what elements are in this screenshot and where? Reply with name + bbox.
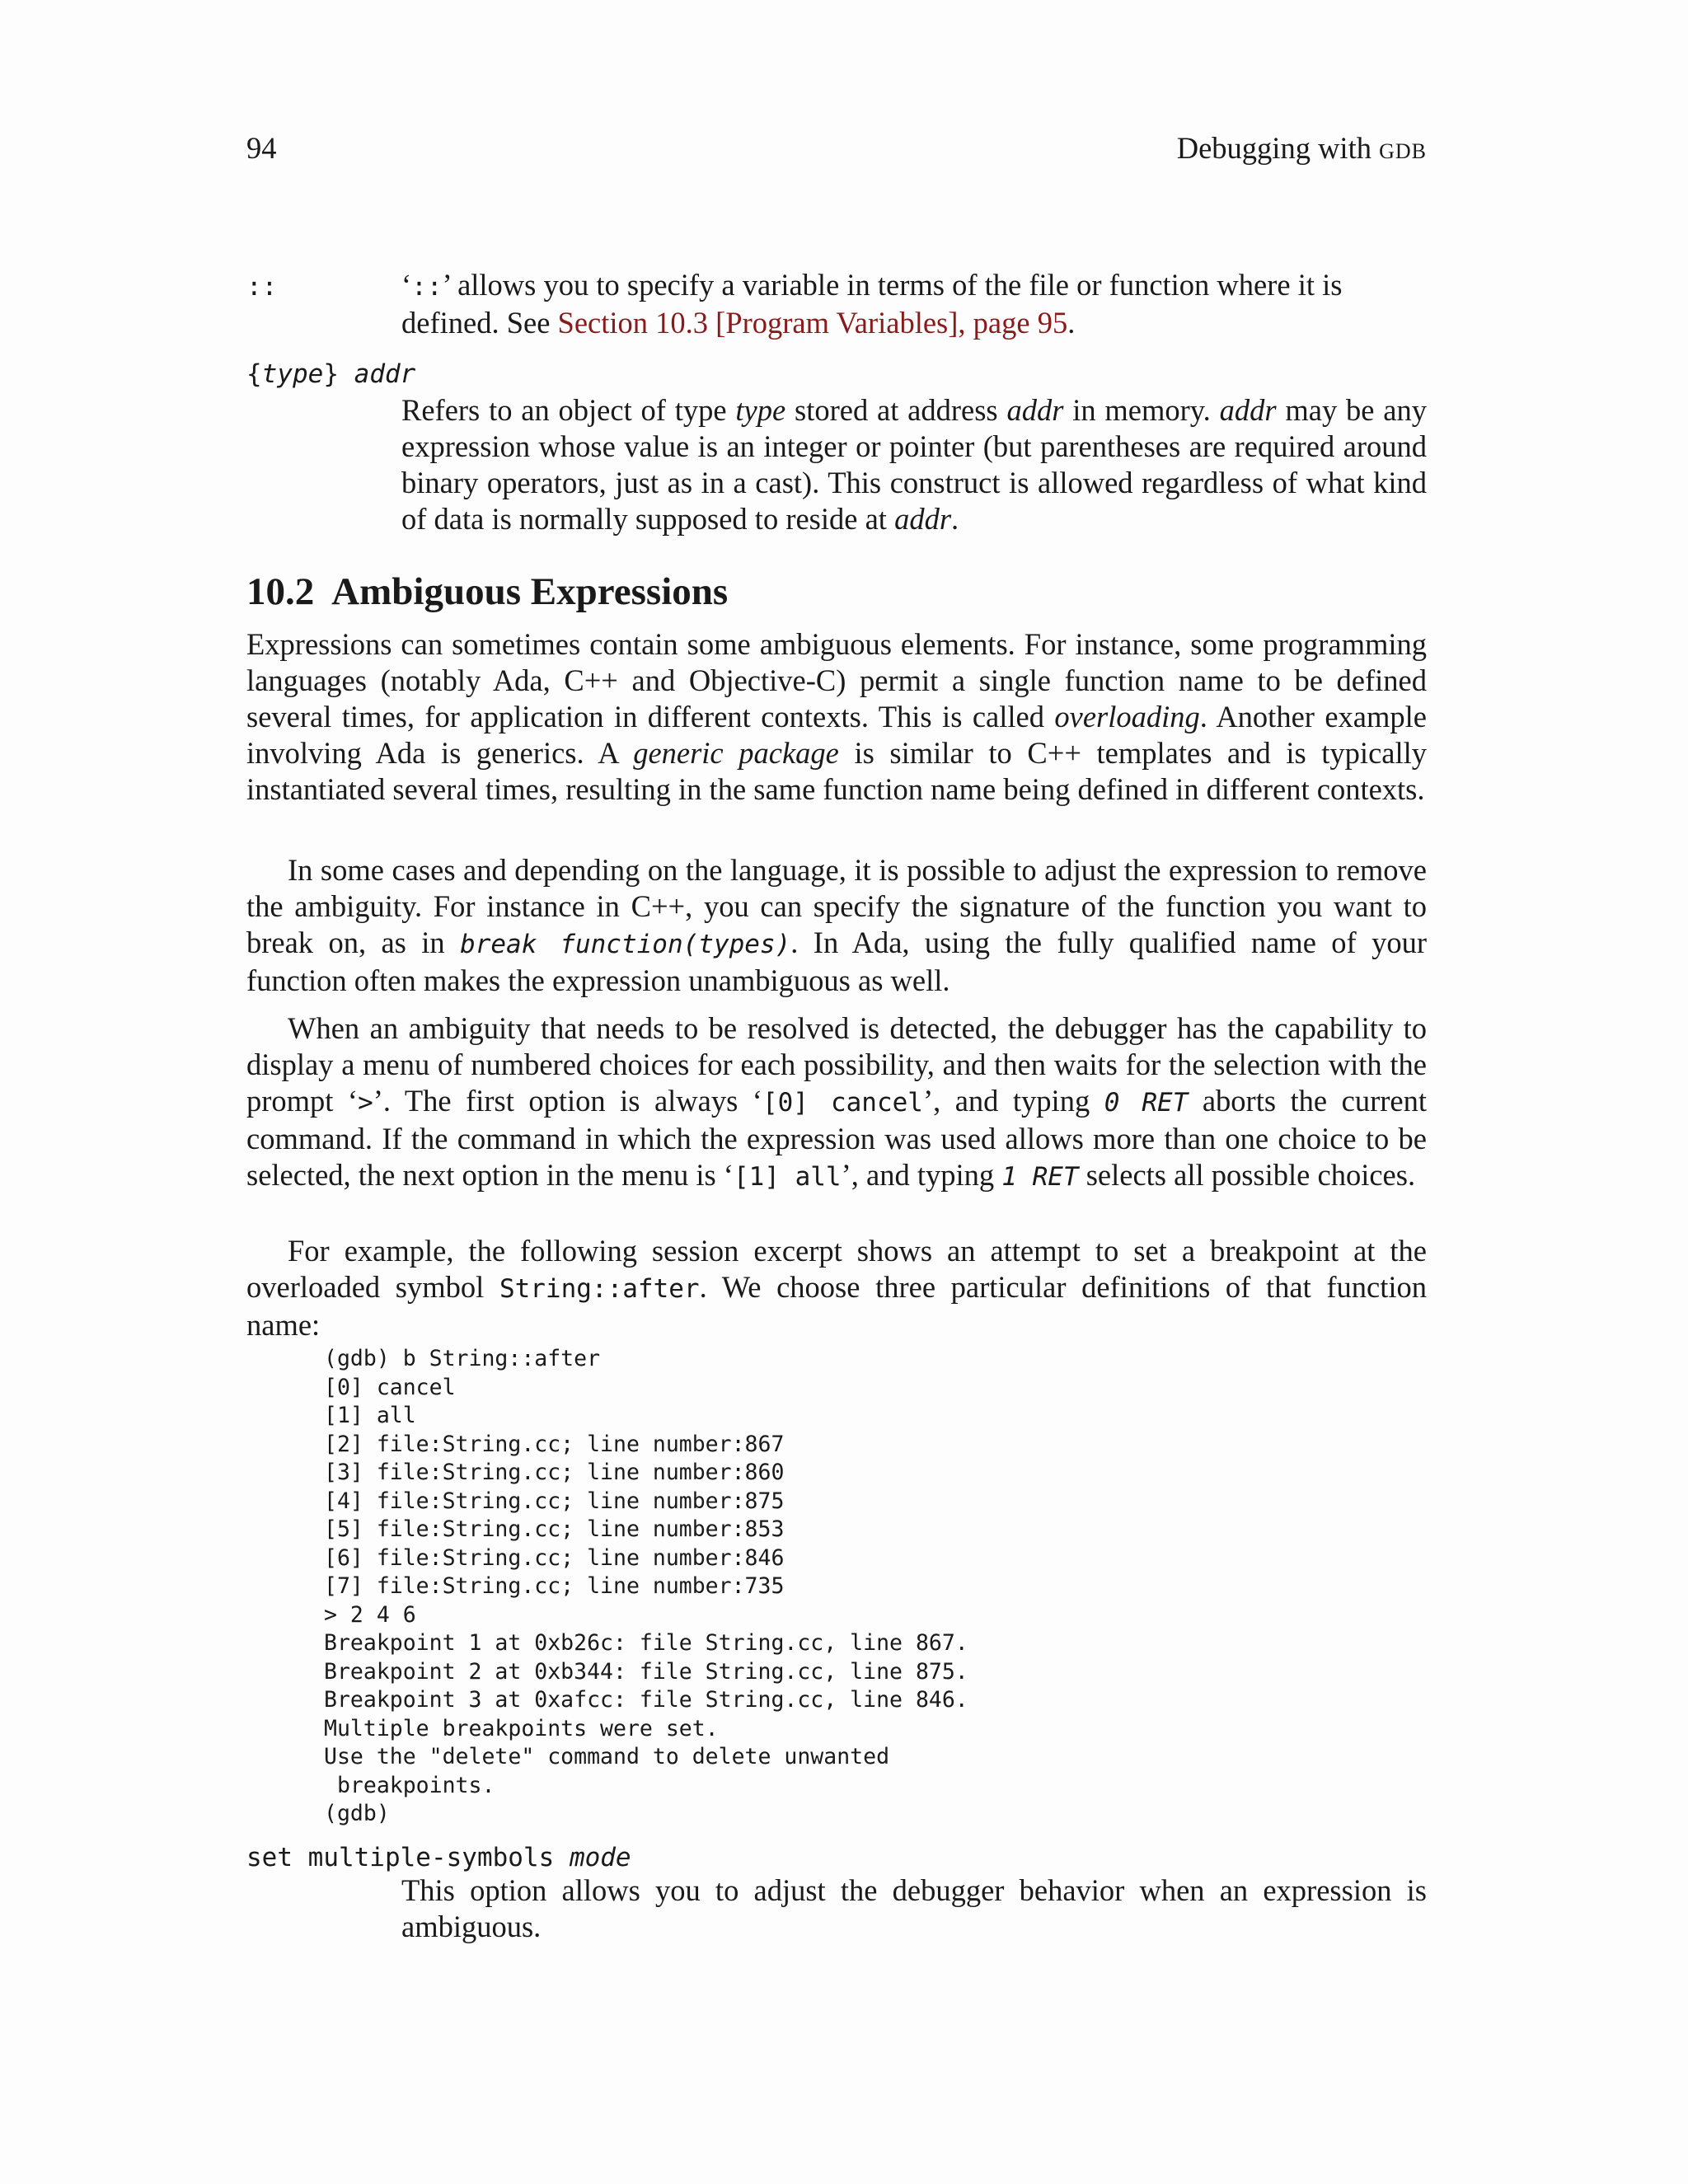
session-line: Multiple breakpoints were set.: [324, 1715, 719, 1741]
running-title-text: Debugging with: [1176, 131, 1380, 165]
paragraph-2: In some cases and depending on the language, it is possible to adjust the expression to remove the ambiguity. For instance in C++, you can specify the signature of the function you want to break on, as in break function(types). In Ada, using the fully qualified name of your function often makes the expression unambiguous as well.: [246, 853, 1428, 997]
scope-line-2: defined. See Section 10.3 [Program Variables], page 95.: [401, 306, 1076, 340]
page-number: 94: [246, 131, 277, 165]
session-line: breakpoints.: [324, 1772, 495, 1798]
session-line: (gdb) b String::after: [324, 1346, 601, 1371]
gdb-session-example: [324, 1345, 968, 1829]
deflist-term-set-multiple-symbols: set multiple-symbols mode: [246, 1843, 631, 1872]
scope-line-1: ‘::’ allows you to specify a variable in terms of the file or function where it is: [401, 268, 1343, 302]
session-line: Breakpoint 3 at 0xafcc: file String.cc, line 846.: [324, 1687, 968, 1713]
session-line: [0] cancel: [324, 1374, 456, 1400]
session-line: Breakpoint 2 at 0xb344: file String.cc, line 875.: [324, 1658, 968, 1685]
deflist-term-scope: ::: [246, 272, 278, 302]
session-line: [3] file:String.cc; line number:860: [324, 1460, 785, 1485]
deflist-desc-type-addr: Refers to an object of type type stored at address addr in memory. addr may be any expression whose value is an integer or pointer (but parentheses are required around binary operators, just as in a cast). This construct is allowed regardless of what kind of data is normally supposed to reside at addr.: [401, 393, 1428, 536]
session-line: [5] file:String.cc; line number:853: [324, 1516, 785, 1542]
deflist-term-type-addr: {type} addr: [246, 359, 416, 389]
running-title-gdb: gdb: [1379, 131, 1427, 165]
paragraph-4: For example, the following session excerpt shows an attempt to set a breakpoint at the overloaded symbol String::after. We choose three particular definitions of that function name:: [246, 1234, 1427, 1342]
session-line: Use the "delete" command to delete unwanted: [324, 1744, 890, 1769]
paragraph-1: Expressions can sometimes contain some ambiguous elements. For instance, some programming languages (notably Ada, C++ and Objective-C) permit a single function name to be defined several times, for application in different contexts. This is called overloading. Another example involving Ada is generics. A generic package is similar to C++ templates and is typically instantiated several times, resulting in the same function name being defined in different contexts.: [246, 627, 1427, 806]
session-line: Breakpoint 1 at 0xb26c: file String.cc, line 867.: [324, 1630, 968, 1656]
session-line: [4] file:String.cc; line number:875: [324, 1488, 785, 1514]
program-variables-link[interactable]: Section 10.3 [Program Variables], page 95: [557, 306, 1068, 340]
running-title: [1177, 130, 1427, 166]
section-heading: 10.2 Ambiguous Expressions: [246, 570, 729, 613]
session-line: (gdb): [324, 1801, 390, 1826]
paragraph-3: When an ambiguity that needs to be resolved is detected, the debugger has the capability to display a menu of numbered choices for each possibility, and then waits for the selection with the prompt ‘>’. The first option is always ‘[0] cancel’, and typing 0 RET aborts the current command. If the command in which the expression was used allows more than one choice to be selected, the next option in the menu is ‘[1] all’, and typing 1 RET selects all possible choices.: [246, 1011, 1427, 1192]
deflist-desc-scope: [401, 267, 1427, 341]
deflist-desc-set-multiple-symbols: This option allows you to adjust the debugger behavior when an expression is ambiguous.: [401, 1873, 1427, 1943]
session-line: > 2 4 6: [324, 1601, 416, 1628]
session-line: [2] file:String.cc; line number:867: [324, 1431, 785, 1457]
session-line: [1] all: [324, 1403, 416, 1428]
session-line: [7] file:String.cc; line number:735: [324, 1573, 785, 1599]
session-line: [6] file:String.cc; line number:846: [324, 1544, 785, 1571]
